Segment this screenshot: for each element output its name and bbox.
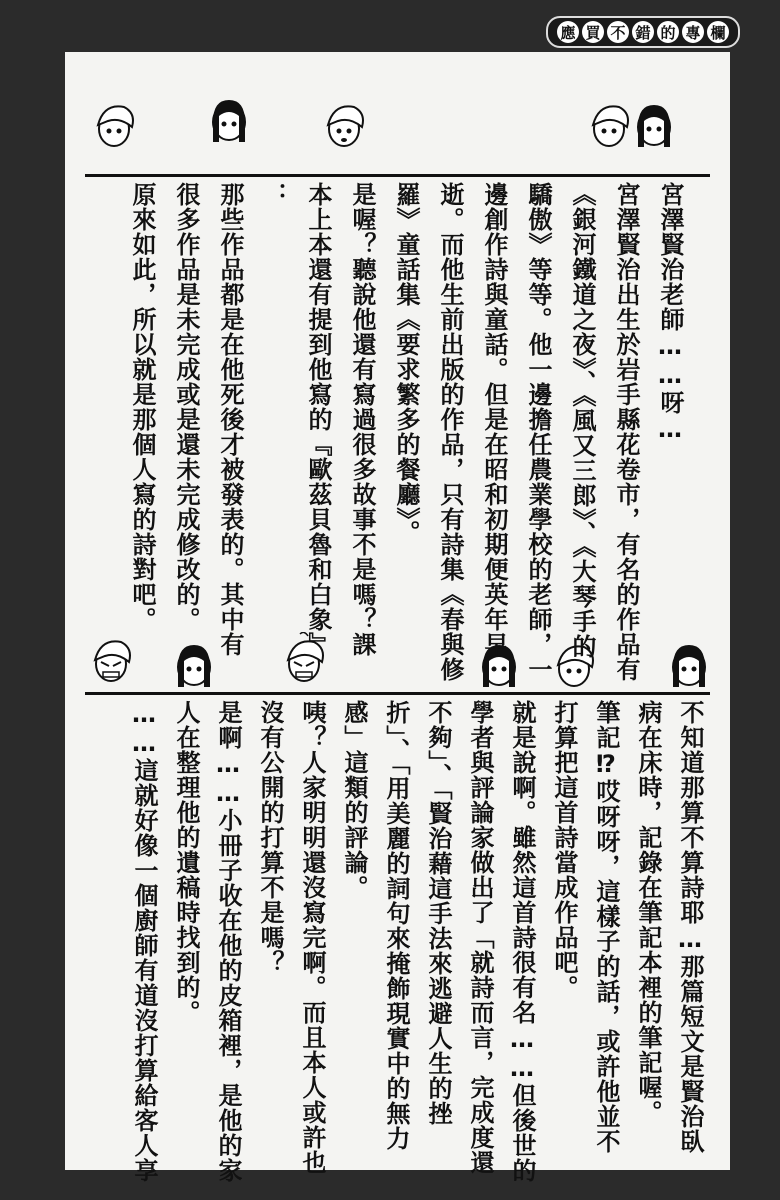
- dialogue-column: 就是說啊。雖然這首詩很有名……但後世的: [508, 700, 536, 1183]
- dialogue-column: 病在床時，記錄在筆記本裡的筆記喔。: [634, 700, 662, 1125]
- girl-longhair-face-icon: [630, 97, 678, 151]
- dialogue-column: 宮澤賢治出生於岩手縣花卷市，有名的作品有: [612, 182, 640, 682]
- girl-longhair-face-icon: [665, 637, 713, 691]
- dialogue-column: ：: [260, 182, 288, 207]
- header-char: 欄: [707, 21, 729, 43]
- dialogue-column: 邊創作詩與童話。但是在昭和初期便英年早: [480, 182, 508, 657]
- column-title-badge: [546, 16, 740, 48]
- top-divider: [85, 174, 710, 177]
- dialogue-column: 感」這類的評論。: [340, 700, 368, 900]
- dialogue-column: 不知道那算不算詩耶…那篇短文是賢治臥: [676, 700, 704, 1154]
- dialogue-column: 很多作品是未完成或是還未完成修改的。: [172, 182, 200, 632]
- header-char: 買: [582, 21, 604, 43]
- header-char: 錯: [632, 21, 654, 43]
- dialogue-column: 是喔？聽說他還有寫過很多故事不是嗎？課: [348, 182, 376, 657]
- dialogue-column: 驕傲》等等。他一邊擔任農業學校的老師，一: [524, 182, 552, 682]
- dialogue-column: 學者與評論家做出了「就詩而言，完成度還: [466, 700, 494, 1175]
- dialogue-column: 逝。而他生前出版的作品，只有詩集《春與修: [436, 182, 464, 682]
- boy-face-icon: [320, 97, 368, 151]
- boy-face-icon: [585, 97, 633, 151]
- header-char: 的: [657, 21, 679, 43]
- dialogue-column: 不夠」、「賢治藉這手法來逃避人生的挫: [424, 700, 452, 1126]
- dialogue-column: ……這就好像一個廚師有道沒打算給客人享: [130, 700, 158, 1183]
- boy-angry-face-icon: [87, 632, 135, 686]
- header-char: 不: [607, 21, 629, 43]
- girl-longhair-face-icon: [170, 637, 218, 691]
- dialogue-column: 折」、「用美麗的詞句來掩飾現實中的無力: [382, 700, 410, 1151]
- dialogue-column: 宮澤賢治老師……呀…: [656, 182, 684, 444]
- dialogue-column: 原來如此，所以就是那個人寫的詩對吧。: [128, 182, 156, 632]
- header-char: 專: [682, 21, 704, 43]
- dialogue-column: 《銀河鐵道之夜》、《風又三郎》、《大琴手的: [568, 182, 596, 659]
- boy-face-icon: [90, 97, 138, 151]
- dialogue-column: 沒有公開的打算不是嗎？: [256, 700, 284, 975]
- comic-page: [65, 52, 730, 1183]
- torn-edge: [53, 52, 77, 1170]
- dialogue-column: 打算把這首詩當成作品吧。: [550, 700, 578, 1000]
- dialogue-column: 那些作品都是在他死後才被發表的。其中有: [216, 182, 244, 657]
- header-char: 應: [557, 21, 579, 43]
- dialogue-column: 筆記⁉哎呀呀，這樣子的話，或許他並不: [592, 700, 620, 1154]
- dialogue-column: 本上本還有提到他寫的『歐茲貝魯和白象』: [304, 182, 332, 657]
- dialogue-column: 咦？人家明明還沒寫完啊。而且本人或許也: [298, 700, 326, 1175]
- dialogue-column: 人在整理他的遺稿時找到的。: [172, 700, 200, 1025]
- dialogue-column: 羅》童話集《要求繁多的餐廳》。: [392, 182, 420, 545]
- middle-divider: [85, 692, 710, 695]
- dialogue-column: 是啊……小冊子收在他的皮箱裡，是他的家: [214, 700, 242, 1183]
- girl-longhair-face-icon: [205, 92, 253, 146]
